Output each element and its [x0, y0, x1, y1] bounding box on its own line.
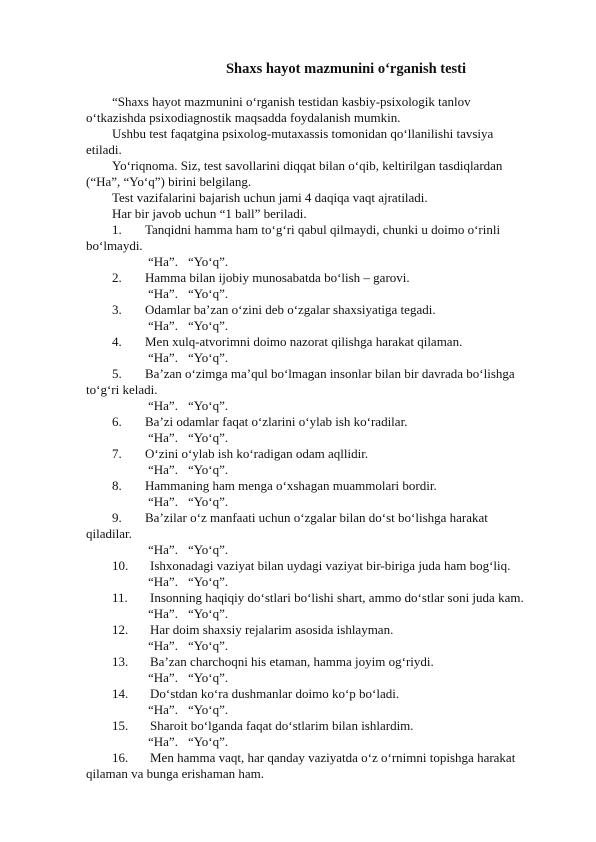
answer-no[interactable]: “Yoʻq”. [187, 606, 229, 621]
answer-options [148, 734, 228, 750]
question-text: Hamma bilan ijobiy munosabatda boʻlish – garovi. [145, 270, 410, 285]
question-number: 9. [112, 510, 122, 525]
question-text: Doʻstdan koʻra dushmanlar doimo koʻp boʻladi. [150, 686, 400, 701]
question-text-continued: qilaman va bunga erishaman ham. [86, 766, 264, 781]
answer-no[interactable]: “Yoʻq”. [187, 430, 229, 445]
question-text: Sharoit boʻlganda faqat doʻstlarim bilan ishlardim. [150, 718, 414, 733]
answer-yes[interactable]: “Ha”. [148, 574, 178, 589]
question-text: Insonning haqiqiy doʻstlari boʻlishi shart, ammo doʻstlar soni juda kam. [150, 590, 524, 605]
question-text: Har doim shaxsiy rejalarim asosida ishlayman. [150, 622, 394, 637]
answer-no[interactable]: “Yoʻq”. [187, 542, 229, 557]
answer-options [148, 286, 228, 302]
answer-options [148, 574, 228, 590]
question-number: 2. [112, 270, 122, 285]
question-text-continued: boʻlmaydi. [86, 238, 143, 253]
page-title: Shaxs hayot mazmunini oʻrganish testi [225, 61, 467, 77]
answer-options [148, 638, 228, 654]
answer-options [148, 462, 228, 478]
answer-no[interactable]: “Yoʻq”. [187, 398, 229, 413]
question-text: Hammaning ham menga oʻxshagan muammolari bordir. [145, 478, 437, 493]
question-number: 8. [112, 478, 122, 493]
answer-no[interactable]: “Yoʻq”. [187, 638, 229, 653]
answer-options [148, 318, 228, 334]
question-text: Baʼzi odamlar faqat oʻzlarini oʻylab ish koʻradilar. [145, 414, 408, 429]
answer-no[interactable]: “Yoʻq”. [187, 670, 229, 685]
intro-line: oʻtkazishda psixodiagnostik maqsadda foydalanish mumkin. [86, 110, 401, 125]
question-text: Men hamma vaqt, har qanday vaziyatda oʻz oʻrnimni topishga harakat [150, 750, 516, 765]
answer-options [148, 254, 228, 270]
question-text: Odamlar baʼzan oʻzini deb oʻzgalar shaxsiyatiga tegadi. [145, 302, 436, 317]
answer-yes[interactable]: “Ha”. [148, 462, 178, 477]
answer-no[interactable]: “Yoʻq”. [187, 318, 229, 333]
question-text: Baʼzilar oʻz manfaati uchun oʻzgalar bilan doʻst boʻlishga harakat [145, 510, 488, 525]
question-number: 1. [112, 222, 122, 237]
answer-options [148, 398, 228, 414]
question-text: Baʼzan oʻzimga maʼqul boʻlmagan insonlar bilan bir davrada boʻlishga [145, 366, 515, 381]
intro-line: Ushbu test faqatgina psixolog-mutaxassis tomonidan qoʻllanilishi tavsiya [112, 126, 494, 141]
answer-yes[interactable]: “Ha”. [148, 350, 178, 365]
answer-no[interactable]: “Yoʻq”. [187, 702, 229, 717]
answer-yes[interactable]: “Ha”. [148, 670, 178, 685]
answer-options [148, 702, 228, 718]
answer-no[interactable]: “Yoʻq”. [187, 494, 229, 509]
answer-yes[interactable]: “Ha”. [148, 638, 178, 653]
question-text: Tanqidni hamma ham toʻgʻri qabul qilmaydi, chunki u doimo oʻrinli [145, 222, 501, 237]
question-number: 15. [112, 718, 129, 733]
question-number: 4. [112, 334, 122, 349]
answer-yes[interactable]: “Ha”. [148, 494, 178, 509]
question-number: 14. [112, 686, 129, 701]
question-text: Ishxonadagi vaziyat bilan uydagi vaziyat bir-biriga juda ham bogʻliq. [150, 558, 511, 573]
answer-yes[interactable]: “Ha”. [148, 606, 178, 621]
answer-yes[interactable]: “Ha”. [148, 430, 178, 445]
question-number: 11. [112, 590, 128, 605]
answer-options [148, 494, 228, 510]
answer-yes[interactable]: “Ha”. [148, 702, 178, 717]
question-text-continued: toʻgʻri keladi. [86, 382, 158, 397]
intro-line: “Shaxs hayot mazmunini oʻrganish testidan kasbiy-psixologik tanlov [112, 94, 471, 109]
answer-no[interactable]: “Yoʻq”. [187, 574, 229, 589]
answer-no[interactable]: “Yoʻq”. [187, 734, 229, 749]
answer-no[interactable]: “Yoʻq”. [187, 254, 229, 269]
answer-no[interactable]: “Yoʻq”. [187, 462, 229, 477]
question-text: Baʼzan charchoqni his etaman, hamma joyim ogʻriydi. [150, 654, 434, 669]
answer-options [148, 350, 228, 366]
instruction-line: (“Ha”, “Yoʻq”) birini belgilang. [86, 174, 252, 189]
question-number: 5. [112, 366, 122, 381]
question-number: 13. [112, 654, 129, 669]
answer-no[interactable]: “Yoʻq”. [187, 350, 229, 365]
answer-options [148, 670, 228, 686]
question-number: 10. [112, 558, 129, 573]
answer-options [148, 430, 228, 446]
question-number: 12. [112, 622, 129, 637]
answer-yes[interactable]: “Ha”. [148, 318, 178, 333]
question-text-continued: qiladilar. [86, 526, 132, 541]
answer-no[interactable]: “Yoʻq”. [187, 286, 229, 301]
question-number: 6. [112, 414, 122, 429]
answer-yes[interactable]: “Ha”. [148, 254, 178, 269]
instruction-line: Yoʻriqnoma. Siz, test savollarini diqqat bilan oʻqib, keltirilgan tasdiqlardan [112, 158, 503, 173]
question-number: 7. [112, 446, 122, 461]
score-note: Har bir javob uchun “1 ball” beriladi. [112, 206, 307, 221]
intro-line: etiladi. [86, 142, 122, 157]
question-text: Men xulq-atvorimni doimo nazorat qilishga harakat qilaman. [145, 334, 463, 349]
question-number: 3. [112, 302, 122, 317]
time-note: Test vazifalarini bajarish uchun jami 4 daqiqa vaqt ajratiladi. [112, 190, 428, 205]
question-text: Oʻzini oʻylab ish koʻradigan odam aqllidir. [145, 446, 369, 461]
answer-yes[interactable]: “Ha”. [148, 398, 178, 413]
answer-options [148, 542, 228, 558]
answer-yes[interactable]: “Ha”. [148, 734, 178, 749]
answer-yes[interactable]: “Ha”. [148, 542, 178, 557]
answer-yes[interactable]: “Ha”. [148, 286, 178, 301]
question-number: 16. [112, 750, 129, 765]
answer-options [148, 606, 228, 622]
